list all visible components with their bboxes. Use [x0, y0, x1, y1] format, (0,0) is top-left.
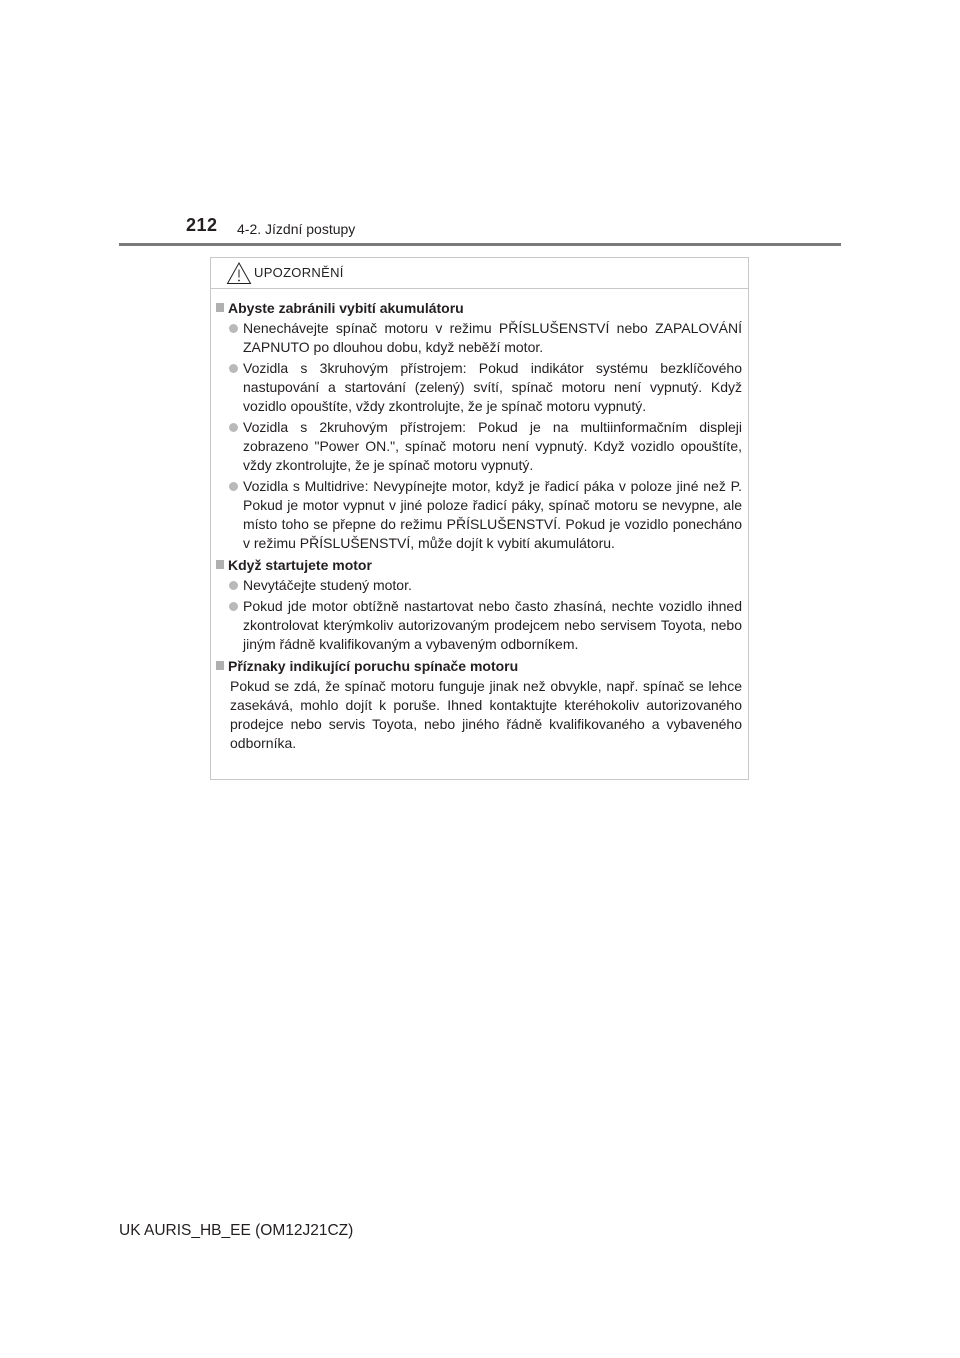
footer-model-code: UK AURIS_HB_EE (OM12J21CZ) [119, 1222, 354, 1239]
list-item: Vozidla s 2kruhovým přístrojem: Pokud je na multiinformačním displeji zobrazeno "Power ON.", spínač motoru není vypnutý. Když vozidlo opouštíte, vždy zkontrolujte, že je spínač motoru vypnutý. [211, 418, 748, 475]
header-rule [119, 243, 841, 246]
list-item: Vozidla s 3kruhovým přístrojem: Pokud indikátor systému bezklíčového nastupování a startování (zelený) svítí, spínač motoru není vypnutý. Když vozidlo opouštíte, vždy zkontrolujte, že je spínač motoru vypnutý. [211, 359, 748, 416]
list-item: Pokud jde motor obtížně nastartovat nebo často zhasíná, nechte vozidlo ihned zkontrolovat kterýmkoliv autorizovaným prodejcem nebo servisem Toyota, nebo jiným řádně kvalifikovaným a vybaveným odborníkem. [211, 597, 748, 654]
warning-triangle-icon [226, 261, 252, 285]
warning-content [211, 298, 748, 753]
warning-header [211, 258, 748, 289]
page-number: 212 [186, 215, 218, 235]
warning-heading: Když startujete motor [211, 555, 748, 575]
bullet-dot-icon [229, 482, 238, 491]
square-bullet-icon [216, 303, 224, 312]
square-bullet-icon [216, 661, 224, 670]
warning-heading: Příznaky indikující poruchu spínače motoru [211, 656, 748, 676]
warning-title: UPOZORNĚNÍ [254, 265, 344, 280]
warning-box [210, 257, 749, 780]
list-item: Vozidla s Multidrive: Nevypínejte motor, když je řadicí páka v poloze jiné než P. Pokud je motor vypnut v jiné poloze řadicí páky, spínač motoru se nevypne, ale místo toho se přepne do režimu PŘÍSLUŠENSTVÍ. Pokud je vozidlo ponecháno v režimu PŘÍSLUŠENSTVÍ, může dojít k vybití akumulátoru. [211, 477, 748, 553]
bullet-dot-icon [229, 364, 238, 373]
warning-heading: Abyste zabránili vybití akumulátoru [211, 298, 748, 318]
section-title: 4-2. Jízdní postupy [237, 221, 356, 237]
bullet-dot-icon [229, 602, 238, 611]
bullet-dot-icon [229, 324, 238, 333]
bullet-dot-icon [229, 423, 238, 432]
list-item: Nenechávejte spínač motoru v režimu PŘÍSLUŠENSTVÍ nebo ZAPALOVÁNÍ ZAPNUTO po dlouhou dobu, když neběží motor. [211, 319, 748, 357]
list-item: Nevytáčejte studený motor. [211, 576, 748, 595]
bullet-dot-icon [229, 581, 238, 590]
square-bullet-icon [216, 560, 224, 569]
warning-paragraph: Pokud se zdá, že spínač motoru funguje jinak než obvykle, např. spínač se lehce zasekává, mohlo dojít k poruše. Ihned kontaktujte kteréhokoliv autorizovaného prodejce nebo servis Toyota, nebo jiného řádně kvalifikovaného a vybaveného odborníka. [230, 678, 742, 751]
